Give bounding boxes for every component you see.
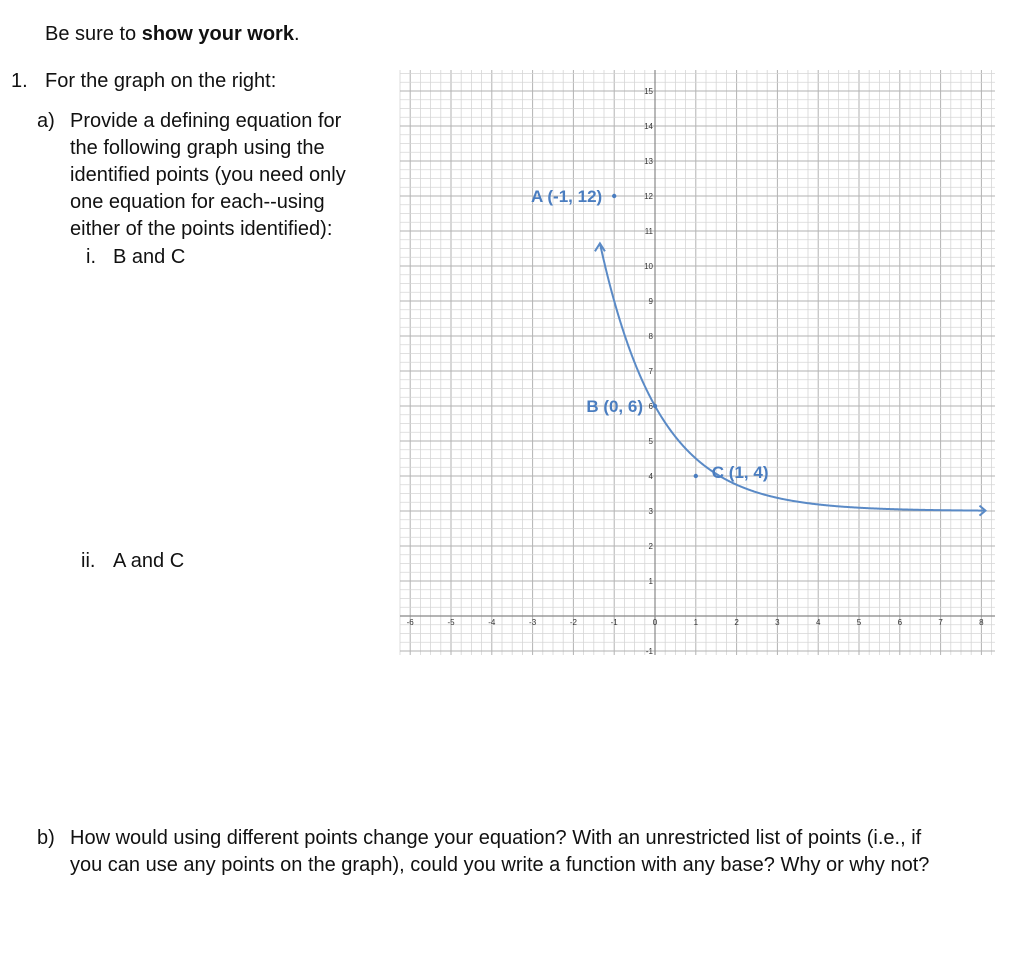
- instructions-suffix: .: [293, 23, 300, 45]
- x-tick-label: -2: [569, 618, 577, 627]
- point-b-label: B (0, 6): [586, 397, 643, 416]
- y-tick-label: 7: [648, 367, 653, 376]
- y-tick-label: 12: [644, 192, 653, 201]
- y-tick-label: -1: [645, 647, 653, 656]
- x-tick-label: -3: [529, 618, 537, 627]
- item-i-number: i.: [86, 246, 96, 268]
- y-tick-label: 13: [644, 157, 653, 166]
- point-a-label: A (-1, 12): [531, 187, 603, 206]
- x-tick-label: 8: [979, 618, 984, 627]
- x-tick-label: -6: [406, 618, 414, 627]
- x-tick-label: 6: [897, 618, 903, 627]
- y-tick-label: 8: [648, 332, 653, 341]
- y-tick-label: 4: [648, 472, 653, 481]
- part-a-line-3: identified points (you need only: [70, 164, 346, 186]
- point-c-label: C (1, 4): [711, 463, 769, 482]
- y-tick-label: 5: [648, 437, 653, 446]
- x-tick-label: 7: [938, 618, 943, 627]
- y-tick-label: 11: [644, 227, 653, 236]
- y-tick-label: 1: [648, 577, 653, 586]
- part-b-label: b): [37, 827, 55, 849]
- y-tick-label: 15: [644, 87, 653, 96]
- part-a-line-4: one equation for each--using: [70, 191, 325, 213]
- question-prompt: For the graph on the right:: [45, 70, 277, 92]
- y-tick-label: 3: [648, 507, 653, 516]
- point-a-marker: [612, 194, 616, 198]
- point-c-marker: [694, 474, 698, 478]
- point-b-marker: [653, 404, 657, 408]
- question-number: 1.: [11, 70, 28, 92]
- x-tick-label: 5: [856, 618, 862, 627]
- part-a-line-1: Provide a defining equation for: [70, 110, 342, 132]
- part-b-line-2: you can use any points on the graph), could you write a function with any base? Why or why not?: [70, 854, 930, 876]
- x-tick-label: 4: [815, 618, 821, 627]
- y-tick-label: 10: [644, 262, 653, 271]
- part-a-line-5: either of the points identified):: [70, 218, 333, 240]
- x-tick-label: 0: [652, 618, 658, 627]
- x-tick-label: 3: [775, 618, 780, 627]
- part-a-label: a): [37, 110, 55, 132]
- y-tick-label: 6: [648, 402, 653, 411]
- x-tick-label: 1: [693, 618, 699, 627]
- item-ii-text: A and C: [113, 550, 185, 572]
- part-b-line-1: How would using different points change your equation? With an unrestricted list of points (i.e., if: [70, 827, 922, 849]
- instructions-prefix: Be sure to: [45, 23, 142, 45]
- part-a-line-2: the following graph using the: [70, 137, 325, 159]
- item-ii-number: ii.: [81, 550, 96, 572]
- y-tick-label: 14: [644, 122, 653, 131]
- y-tick-label: 2: [648, 542, 653, 551]
- x-tick-label: -1: [610, 618, 618, 627]
- x-tick-label: -4: [488, 618, 496, 627]
- y-tick-label: 9: [648, 297, 653, 306]
- graph-grid: [400, 70, 995, 655]
- x-tick-label: -5: [447, 618, 455, 627]
- instructions-bold: show your work: [141, 23, 294, 45]
- item-i-text: B and C: [113, 246, 186, 268]
- x-tick-label: 2: [734, 618, 739, 627]
